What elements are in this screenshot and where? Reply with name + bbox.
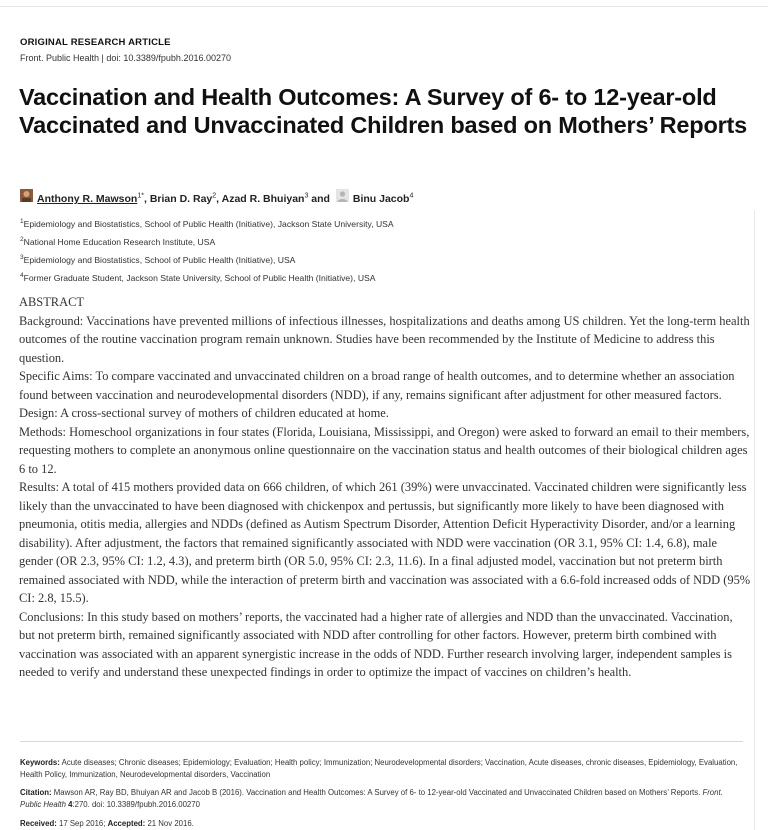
- author-name[interactable]: Brian D. Ray: [149, 193, 213, 205]
- article-title: Vaccination and Health Outcomes: A Survey of 6- to 12-year-old Vaccinated and Unvaccinated Children based on Mothers’ Reports: [19, 84, 748, 138]
- dates: [20, 818, 745, 830]
- affiliation-item: $^4$Former Graduate Student, Jackson State University, School of Public Health (Initiative), USA: [20, 272, 376, 284]
- citation-label: Citation:: [20, 788, 52, 797]
- accepted-label: Accepted:: [107, 819, 146, 828]
- affiliations: [20, 214, 394, 287]
- authors-and: and: [311, 193, 330, 205]
- author-name[interactable]: Azad R. Bhuiyan: [221, 193, 305, 205]
- abstract-background: Background: Vaccinations have prevented millions of infectious illnesses, hospitalizations and deaths among US children. Yet the long-term health outcomes of the routine vaccination program remain unknown. Studies have been recommended by the Institute of Medicine to address this question.: [19, 313, 750, 365]
- citation-doi: :270. doi: 10.3389/fpubh.2016.00270: [72, 799, 200, 809]
- journal-doi-line: Front. Public Health | doi: 10.3389/fpubh.2016.00270: [20, 53, 231, 63]
- abstract-heading: ABSTRACT: [19, 295, 84, 309]
- author-affil-mark: 2: [212, 192, 217, 200]
- divider: [20, 741, 743, 742]
- abstract-aims: Specific Aims: To compare vaccinated and unvaccinated children on a broad range of health outcomes, and to determine whether an association found between vaccination and neurodevelopmental disorders (NDD), if any, remains significant after adjustment for other measured factors.: [19, 369, 735, 402]
- keywords-label: Keywords:: [20, 758, 60, 767]
- abstract-results: Results: A total of 415 mothers provided data on 666 children, of which 261 (39%) were unvaccinated. Vaccinated children were significantly less likely than the unvaccinated to have been diagnosed with chickenpox and pertussis, but significantly more likely to have been diagnosed with pneumonia, otitis media, allergies and NDDs (defined as Autism Spectrum Disorder, Attention Deficit Hyperactivity Disorder, and/or a learning disability). After adjustment, the factors that remained significantly associated with NDD were vaccination (OR 3.1, 95% CI: 1.4, 6.8), male gender (OR 2.3, 95% CI: 1.2, 4.3), and preterm birth (OR 5.0, 95% CI: 2.3, 11.6). In a final adjusted model, vaccination but not preterm birth remained associated with NDD, while the interaction of preterm birth and vaccination was associated with a 6.6-fold increased odds of NDD (95% CI: 2.8, 15.5).: [19, 480, 751, 605]
- abstract-design: Design: A cross-sectional survey of mothers of children educated at home.: [19, 406, 389, 420]
- author-name[interactable]: Binu Jacob: [352, 193, 410, 205]
- accepted-date: 21 Nov 2016.: [147, 819, 194, 828]
- page-side-border: [754, 210, 755, 830]
- author-list: Anthony R. Mawson$^{1*}$, Brian D. Ray$^2$, Azad R. Bhuiyan$^3$ and Binu Jacob$^4$: [20, 189, 413, 205]
- abstract-methods: Methods: Homeschool organizations in four states (Florida, Louisiana, Mississippi, and Oregon) were asked to forward an email to their members, requesting mothers to complete an anonymous online questionnaire on the vaccination status and health outcomes of their biological children ages 6 to 12.: [19, 424, 750, 476]
- author-affil-mark: 1*: [137, 192, 144, 200]
- keywords: [20, 757, 745, 780]
- affiliation-item: $^2$National Home Education Research Institute, USA: [20, 236, 216, 248]
- received-date: 17 Sep 2016;: [59, 819, 106, 828]
- received-label: Received:: [20, 819, 57, 828]
- keywords-text: Acute diseases; Chronic diseases; Epidemiology; Evaluation; Health policy; Immunization; Neurodevelopmental disorders; Vaccination, Acute diseases, chronic diseases, Epidemiology, Evaluation, Health Policy, Immunization, Neurodevelopmental disorders, Vaccination: [20, 758, 738, 779]
- author-affil-mark: 3: [304, 192, 309, 200]
- person-placeholder-icon: [336, 189, 349, 202]
- affiliation-item: $^1$Epidemiology and Biostatistics, School of Public Health (Initiative), Jackson State University, USA: [20, 218, 394, 229]
- abstract-conclusions: Conclusions: In this study based on mothers’ reports, the vaccinated had a higher rate of allergies and NDD than the unvaccinated. Vaccination, but not preterm birth, remained significantly associated with NDD after controlling for other factors. However, preterm birth combined with vaccination was associated with an apparent synergistic increase in the odds of NDD. Further research involving larger, independent samples is needed to verify and understand these unexpected findings in order to optimize the impact of vaccines on children’s health.: [19, 609, 733, 679]
- abstract: [19, 293, 751, 682]
- author-photo: [20, 189, 33, 202]
- citation-text: Mawson AR, Ray BD, Bhuiyan AR and Jacob B (2016). Vaccination and Health Outcomes: A Survey of 6- to 12-year-old Vaccinated and Unvaccinated Children based on Mothers’ Reports.: [53, 788, 701, 797]
- author-affil-mark: 4: [409, 192, 414, 200]
- top-bar: [0, 0, 768, 7]
- citation-journal: Front. Public Health: [20, 788, 723, 809]
- affiliation-item: $^3$Epidemiology and Biostatistics, School of Public Health (Initiative), USA: [20, 254, 296, 266]
- citation: [20, 787, 745, 810]
- citation-volume: 4: [68, 799, 73, 809]
- author-name[interactable]: Anthony R. Mawson: [37, 193, 138, 205]
- article-type: ORIGINAL RESEARCH ARTICLE: [20, 37, 171, 48]
